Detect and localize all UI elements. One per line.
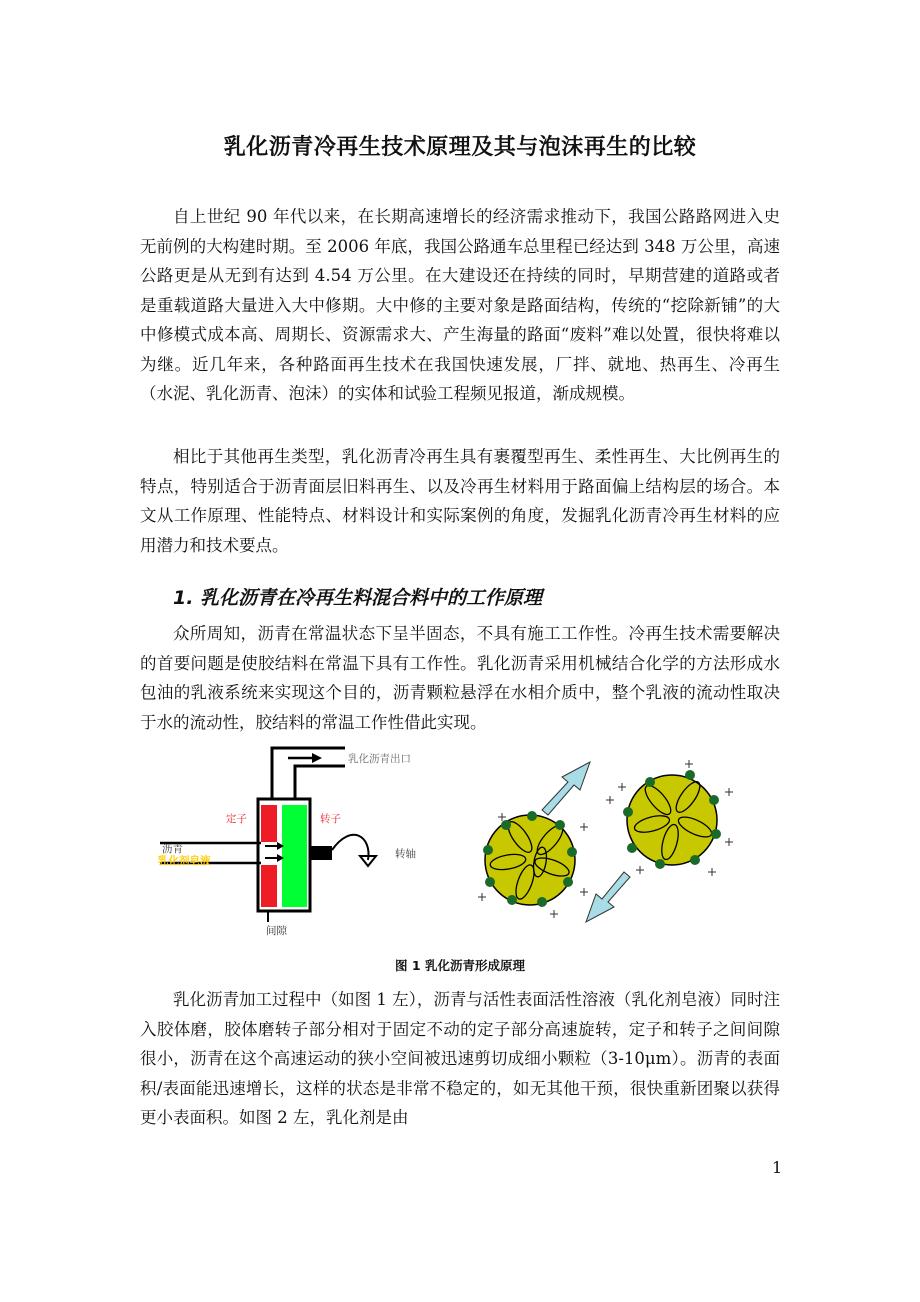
emulsifier-label: 乳化剂皂液 — [158, 855, 211, 867]
emulsion-particles-diagram — [478, 760, 733, 922]
paragraph-comparison: 相比于其他再生类型，乳化沥青冷再生具有裹覆型再生、柔性再生、大比例再生的特点，特别适合于沥青面层旧料再生、以及冷再生材料用于路面偏上结构层的场合。本文从工作原理、性能特点、材料设计和实际案例的角度，发掘乳化沥青冷再生材料的应用潜力和技术要点。 — [140, 447, 780, 555]
rotor — [282, 805, 307, 907]
stator-lower — [261, 865, 277, 907]
outlet-label: 乳化沥青出口 — [348, 753, 411, 765]
shaft-label: 转轴 — [395, 848, 416, 860]
asphalt-label: 沥青 — [162, 843, 183, 855]
outlet-pipe — [272, 748, 345, 799]
gap-label: 间隙 — [266, 925, 287, 937]
asphalt-particle-right — [627, 775, 717, 865]
rotor-label: 转子 — [320, 813, 341, 825]
colloid-mill-diagram — [158, 748, 416, 937]
paragraph-principle: 众所周知，沥青在常温状态下呈半固态，不具有施工工作性。冷再生技术需要解决的首要问题是使胶结料在常温下具有工作性。乳化沥青采用机械结合化学的方法形成水包油的乳液系统来实现这个目的，沥青颗粒悬浮在水相介质中，整个乳液的流动性取决于水的流动性，胶结料的常温工作性借此实现。 — [140, 624, 780, 732]
stator-label: 定子 — [226, 813, 247, 825]
repulsion-arrow-bottom — [586, 872, 630, 922]
shaft-block — [310, 846, 332, 860]
section-heading-1: 1. 乳化沥青在冷再生料混合料中的工作原理 — [173, 587, 543, 609]
paragraph-intro: 自上世纪 90 年代以来，在长期高速增长的经济需求推动下，我国公路路网进入史无前例的大构建时期。至 2006 年底，我国公路通车总里程已经达到 348 万公里，高速公路更是从无到有达到 4.54 万公里。在大建设还在持续的同时，早期营建的道路或者是重载道路大量进入大中修期。大中修的主要对象是路面结构，传统的“挖除新铺”的大中修模式成本高、周期长、资源需求大、产生海量的路面“废料”难以处置，很快将难以为继。近几年来，各种路面再生技术在我国快速发展，厂拌、就地、热再生、冷再生（水泥、乳化沥青、泡沫）的实体和试验工程频见报道，渐成规模。 — [140, 207, 780, 403]
outlet-arrowhead — [312, 753, 322, 763]
outlet-pipe-inner — [295, 766, 345, 799]
figure-1-svg — [140, 742, 780, 942]
stator-upper — [261, 805, 277, 842]
repulsion-arrow-top — [542, 762, 590, 815]
figure-1 — [140, 742, 780, 942]
figure-1-caption: 图 1 乳化沥青形成原理 — [395, 958, 525, 973]
paragraph-process: 乳化沥青加工过程中（如图 1 左），沥青与活性表面活性溶液（乳化剂皂液）同时注入胶体磨，胶体磨转子部分相对于固定不动的定子部分高速旋转，定子和转子之间间隙很小，沥青在这个高速运动的狭小空间被迅速剪切成细小颗粒（3-10μm）。沥青的表面积/表面能迅速增长，这样的状态是非常不稳定的，如无其他干预，很快重新团聚以获得更小表面积。如图 2 左，乳化剂是由 — [140, 990, 780, 1127]
document-title: 乳化沥青冷再生技术原理及其与泡沫再生的比较 — [223, 134, 697, 160]
page-number: 1 — [772, 1158, 783, 1177]
